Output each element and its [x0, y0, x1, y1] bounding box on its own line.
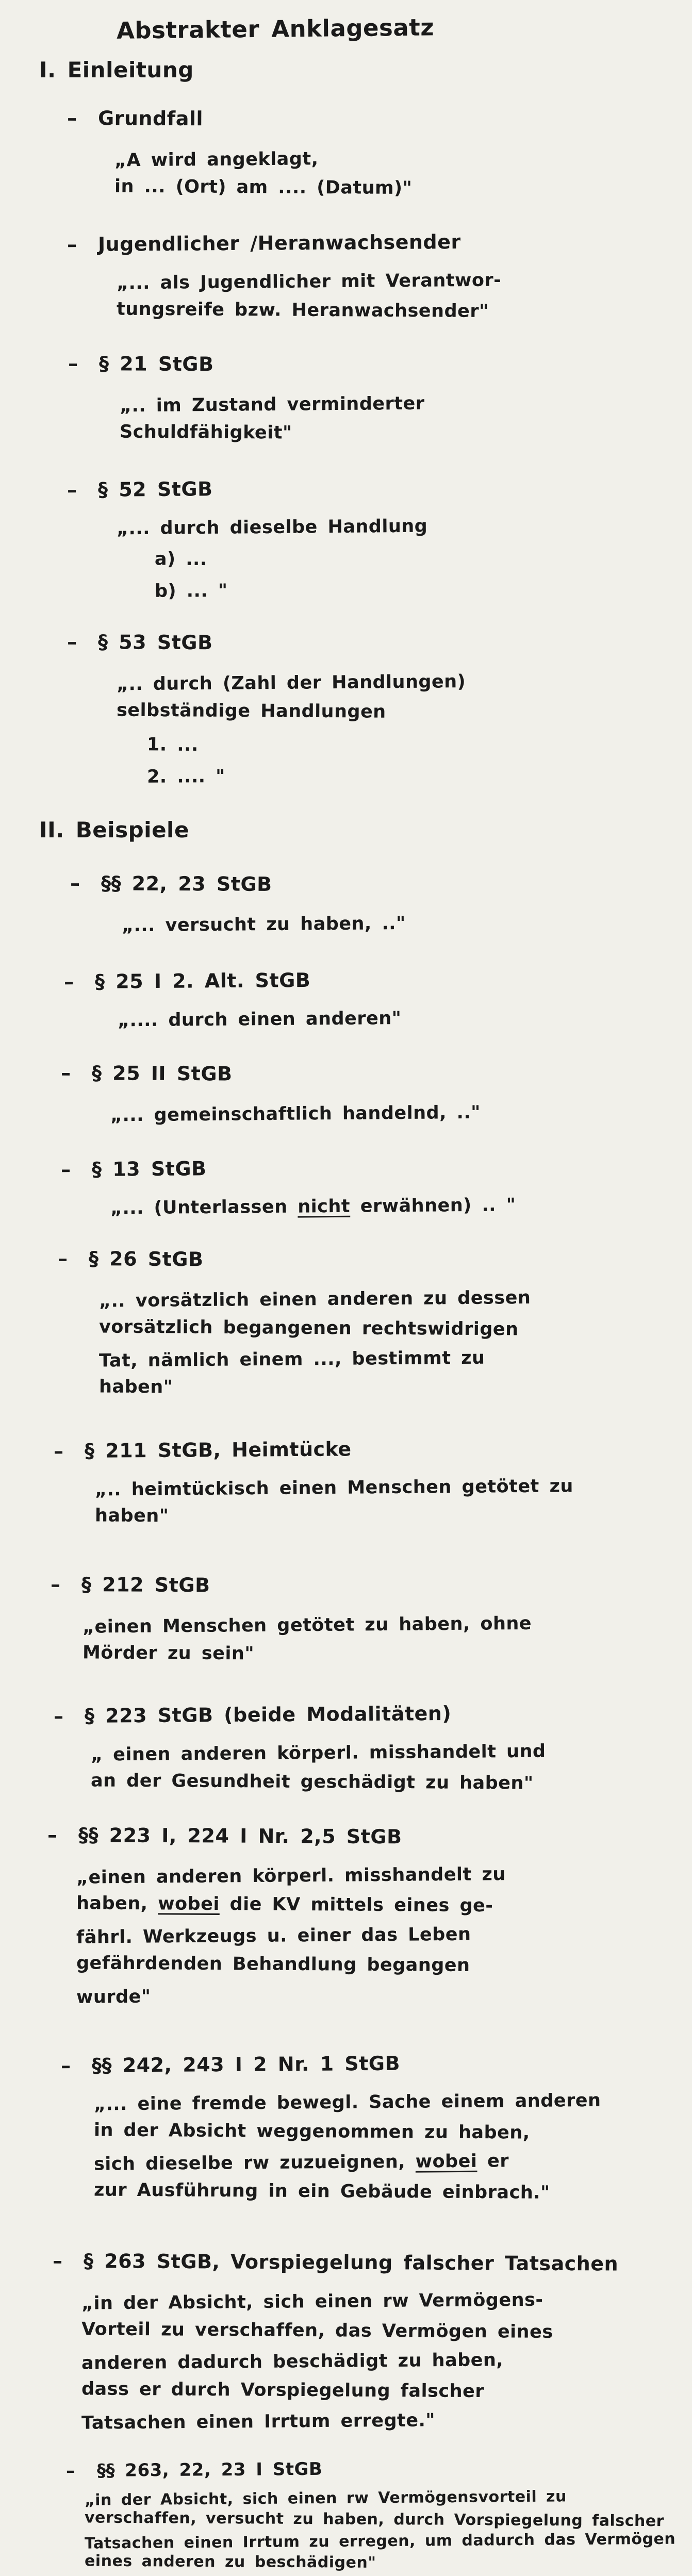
section-numeral: I.	[39, 57, 56, 82]
quote-block	[117, 266, 692, 326]
quote-line: „... versucht zu haben, .."	[121, 913, 406, 936]
quote-line: Mörder zu sein"	[82, 1642, 255, 1664]
list-item	[68, 353, 692, 449]
dash-bullet: –	[70, 871, 80, 895]
dash-bullet: –	[63, 970, 74, 994]
item-heading	[61, 2049, 692, 2078]
quote-line: Tat, nämlich einem ..., bestimmt zu	[98, 1347, 485, 1372]
quote-line: eines anderen zu beschädigen"	[84, 2552, 376, 2572]
item-heading	[54, 1434, 692, 1464]
quote-line: dass er durch Vorspiegelung falscher	[81, 2379, 485, 2402]
item-label: § 212 StGB	[81, 1573, 210, 1597]
quote-line: sich dieselbe rw zuzueignen, wobei er	[93, 2151, 509, 2175]
quote-line: Vorteil zu verschaffen, das Vermögen eines	[81, 2319, 553, 2342]
quote-line: „A wird angeklagt,	[114, 148, 319, 171]
quote-block	[110, 1098, 692, 1128]
dash-bullet: –	[60, 1158, 71, 1181]
dash-bullet: –	[65, 2461, 75, 2482]
quote-block	[99, 1284, 692, 1403]
item-heading	[47, 1823, 692, 1851]
item-label: § 26 StGB	[88, 1247, 204, 1271]
quote-block	[117, 667, 692, 727]
quote-line: in der Absicht weggenommen zu haben,	[93, 2120, 530, 2143]
quote-line: Tatsachen einen Irrtum zu erregen, um dadurch das Vermögen	[84, 2530, 676, 2553]
item-heading	[67, 228, 692, 257]
quote-line: „... als Jugendlicher mit Verantwor-	[116, 270, 502, 294]
item-heading	[70, 871, 692, 899]
section-title: Einleitung	[67, 57, 194, 82]
item-label: § 263 StGB, Vorspiegelung falscher Tatsachen	[83, 2250, 619, 2275]
quote-line: anderen dadurch beschädigt zu haben,	[81, 2350, 504, 2374]
quote-block	[81, 2286, 692, 2436]
quote-line: „.. heimtückisch einen Menschen getötet zu	[94, 1476, 573, 1500]
quote-line: in ... (Ort) am .... (Datum)"	[114, 176, 413, 199]
item-heading	[54, 1699, 692, 1729]
dash-bullet: –	[67, 630, 77, 653]
dash-bullet: –	[47, 1823, 58, 1846]
quote-line: verschaffen, versucht zu haben, durch Vorspiegelung falscher	[84, 2508, 665, 2531]
quote-block	[94, 2087, 692, 2207]
sub-line: 2. .... "	[146, 766, 226, 787]
dash-bullet: –	[67, 106, 77, 129]
item-heading	[67, 106, 692, 134]
quote-line: „.. durch (Zahl der Handlungen)	[116, 671, 466, 695]
quote-block	[76, 1860, 692, 2010]
list-item	[47, 1824, 692, 2010]
quote-line: haben"	[98, 1376, 173, 1398]
quote-line: „... gemeinschaftlich handelnd, .."	[110, 1102, 481, 1126]
quote-block	[120, 389, 692, 449]
quote-line: „... (Unterlassen nicht erwähnen) .. "	[110, 1195, 516, 1219]
quote-line: Schuldfähigkeit"	[119, 421, 292, 443]
section-heading	[39, 817, 692, 844]
dash-bullet: –	[68, 352, 78, 375]
quote-line: tungsreife bzw. Heranwachsender"	[116, 299, 489, 322]
page-title: Abstrakter Anklagesatz	[116, 13, 435, 44]
quote-block	[122, 909, 692, 938]
list-item	[67, 475, 692, 604]
quote-block	[110, 1191, 692, 1221]
list-item	[67, 230, 692, 326]
quote-block	[85, 2487, 692, 2574]
item-label: §§ 263, 22, 23 I StGB	[96, 2458, 323, 2481]
quote-line: vorsätzlich begangenen rechtswidrigen	[98, 1316, 519, 1340]
item-heading	[68, 351, 692, 379]
item-heading	[67, 473, 692, 502]
quote-line: haben, wobei die KV mittels eines ge-	[76, 1893, 493, 1917]
quote-block	[83, 1610, 692, 1670]
quote-line: „... durch dieselbe Handlung	[116, 516, 428, 539]
item-label: § 211 StGB, Heimtücke	[84, 1438, 352, 1462]
list-item	[54, 1436, 692, 1532]
dash-bullet: –	[53, 1440, 64, 1463]
list-item	[70, 872, 692, 938]
sub-list	[147, 732, 692, 790]
item-heading	[64, 965, 692, 995]
sub-line: 1. ...	[146, 734, 199, 756]
quote-block	[117, 511, 692, 541]
quote-line: „in der Absicht, sich einen rw Vermögensvorteil zu	[84, 2487, 567, 2509]
list-item	[58, 1248, 692, 1403]
section-heading	[39, 57, 692, 84]
quote-line: selbständige Handlungen	[116, 700, 386, 722]
item-label: §§ 22, 23 StGB	[101, 872, 272, 896]
section-einleitung	[0, 57, 692, 790]
quote-block	[118, 1003, 692, 1033]
quote-line: gefährdenden Behandlung begangen	[76, 1953, 470, 1976]
item-label: § 13 StGB	[91, 1157, 207, 1181]
dash-bullet: –	[52, 2249, 63, 2272]
quote-line: „.... durch einen anderen"	[117, 1008, 402, 1031]
quote-line: haben"	[94, 1505, 169, 1527]
item-label: § 25 II StGB	[91, 1062, 233, 1085]
dash-bullet: –	[60, 2054, 71, 2077]
sub-list	[155, 547, 692, 604]
dash-bullet: –	[57, 1247, 68, 1270]
quote-line: zur Ausführung in ein Gebäude einbrach."	[93, 2179, 550, 2203]
item-label: § 223 StGB (beide Modalitäten)	[84, 1702, 452, 1727]
item-heading	[67, 630, 692, 657]
quote-line: „.. im Zustand verminderter	[119, 393, 425, 417]
item-heading	[66, 2454, 692, 2483]
item-label: § 52 StGB	[97, 477, 213, 501]
quote-line: „.. vorsätzlich einen anderen zu dessen	[98, 1287, 531, 1312]
item-label: § 53 StGB	[97, 631, 213, 654]
list-item	[53, 2250, 692, 2436]
quote-line: „ einen anderen körperl. misshandelt und	[90, 1741, 546, 1765]
dash-bullet: –	[60, 1061, 71, 1084]
sub-line: b) ... "	[154, 580, 228, 602]
list-item	[66, 2456, 692, 2574]
quote-line: „in der Absicht, sich einen rw Vermögens-	[81, 2289, 543, 2314]
quote-line: wurde"	[76, 1986, 151, 2008]
quote-block	[114, 143, 692, 203]
item-heading	[51, 1572, 692, 1600]
dash-bullet: –	[50, 1573, 61, 1596]
quote-line: fährl. Werkzeugs u. einer das Leben	[76, 1924, 471, 1948]
section-title: Beispiele	[75, 817, 189, 843]
item-label: § 21 StGB	[98, 352, 214, 376]
quote-block	[91, 1738, 692, 1797]
list-item	[61, 1155, 692, 1221]
item-label: Grundfall	[97, 107, 204, 130]
dash-bullet: –	[67, 233, 77, 256]
quote-line: Tatsachen einen Irrtum erregte."	[81, 2410, 436, 2434]
list-item	[67, 107, 692, 203]
quote-line: „einen anderen körperl. misshandelt zu	[76, 1864, 506, 1888]
quote-block	[95, 1473, 692, 1532]
dash-bullet: –	[67, 478, 77, 502]
item-heading	[61, 1153, 692, 1182]
section-numeral: II.	[39, 817, 64, 843]
item-label: § 25 I 2. Alt. StGB	[94, 968, 311, 993]
list-item	[64, 967, 692, 1033]
item-heading	[53, 2249, 692, 2276]
list-item	[51, 1574, 692, 1670]
list-item	[54, 1702, 692, 1797]
item-label: §§ 223 I, 224 I Nr. 2,5 StGB	[78, 1824, 402, 1848]
list-item	[61, 1062, 692, 1128]
dash-bullet: –	[53, 1705, 64, 1728]
item-label: Jugendlicher /Heranwachsender	[97, 230, 461, 256]
list-item	[67, 631, 692, 790]
sub-line: a) ...	[154, 549, 207, 570]
item-heading	[58, 1246, 692, 1274]
item-heading	[61, 1061, 692, 1088]
list-item	[61, 2051, 692, 2207]
item-label: §§ 242, 243 I 2 Nr. 1 StGB	[91, 2052, 401, 2077]
section-beispiele	[0, 817, 692, 2574]
quote-line: an der Gesundheit geschädigt zu haben"	[90, 1770, 534, 1794]
quote-line: „... eine fremde bewegl. Sache einem anderen	[93, 2090, 601, 2115]
quote-line: „einen Menschen getötet zu haben, ohne	[82, 1613, 532, 1638]
